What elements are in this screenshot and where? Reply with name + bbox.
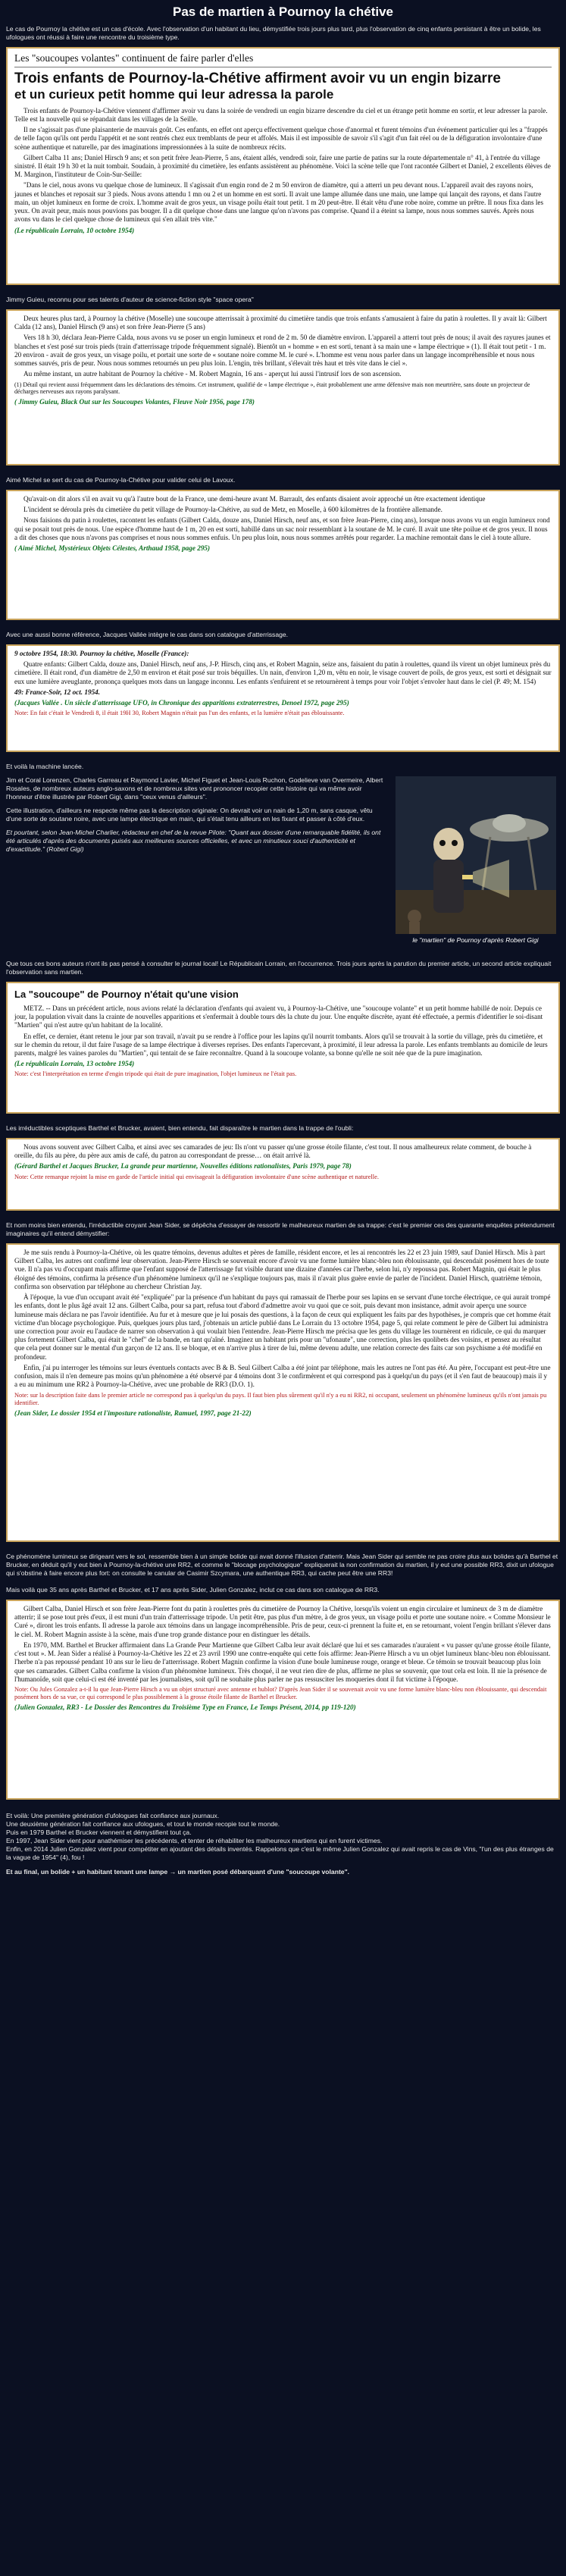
article-paragraph: Trois enfants de Pournoy-la-Chétive viennent d'affirmer avoir vu dans la soirée de vendredi un engin bizarre descendre du ciel et un étrange petit homme en sortir, et leur adresser la parole. Telle est la nouvelle qui se répandait dans les villages de la Seille.	[14, 106, 548, 123]
note: Note: En fait c'était le Vendredi 8, il était 19H 30, Robert Magnin n'était pas l'un des enfants, et la lumière n'était pas éblouissante.	[14, 710, 345, 717]
source-citation: (Le républicain Lorrain, 13 octobre 1954)	[14, 1060, 135, 1068]
article-paragraph: Nous avons souvent avec Gilbert Calba, et ainsi avec ses camarades de jeu: Ils n'ont vu passer qu'une grosse étoile filante, c'est tout. Il nous amalheureux relate comment, de bouche à oreille, du fils au père, du père aux amis de café, du patron au correspondant de presse… on était arrivé là.	[14, 1143, 532, 1160]
article-paragraph: Qu'avait-on dit alors s'il en avait vu qu'à l'autre bout de la France, une demi-heure avant M. Barrault, des enfants disaient avoir approché un être exactement identique	[23, 495, 486, 503]
article-paragraph: 9 octobre 1954, 18:30. Pournoy la chétive, Moselle (France):	[14, 650, 189, 657]
conclusion-line: En 1997, Jean Sider vient pour anathémiser les précédents, et tenter de réhabiliter les malheureux martiens qui en furent victimes.	[6, 1837, 383, 1844]
article-paragraph: Deux heures plus tard, à Pournoy la chétive (Moselle) une soucoupe atterrissait à proximité du cimetière tandis que trois enfants s'amusaient à faire du patin à roulettes. Il y avait là: Gilbert Calda (12 ans), Daniel Hirsch (9 ans) et son frère Jean-Pierre (5 ans)	[14, 315, 547, 331]
conclusion-line: Une deuxième génération fait confiance aux ufologues, et tout le monde recopie tout le monde.	[6, 1820, 280, 1828]
article-subhead: et un curieux petit homme qui leur adressa la parole	[14, 86, 334, 102]
illustration-paragraph: Et pourtant, selon Jean-Michel Charlier, rédacteur en chef de la revue Pilote: "Quant aux dossier d'une remarquable fidélité, ils ont été articulés d'après des documents puisés aux meilleures sources officielles, et avec un minutieux souci d'authenticité et d'exactitude." (Robert Gigi)	[6, 829, 381, 853]
illustration-paragraph: Jim et Coral Lorenzen, Charles Garreau et Raymond Lavier, Michel Figuet et Jean-Louis Ruchon, Godelieve van Overmeire, Albert Rosales, de nombreux auteurs anglo-saxons et de nombreux sites vont prononcer recopier cette histoire qui va même avoir l'honneur d'être illustrée par Robert Gigi, dans "ceux venus d'ailleurs".	[6, 776, 383, 801]
narration-barthel: Les irréductibles sceptiques Barthel et Brucker, avaient, bien entendu, fait disparaître le martien dans la trappe de l'oubli:	[6, 1124, 354, 1132]
article-paragraph: En effet, ce dernier, étant retenu le jour par son travail, n'avait pu se rendre à l'office pour les lapins qu'il nourrit tombants. Alors qu'il se trouvait à la sortie du village, près du cimetière, et sur le chemin du retour, il dut faire l'usage de sa lampe électrique à diverses reprises. Des enfants l'apercevant, à proximité, il leur adressa la parole. Les enfants tremblants au domicile de leurs parents, malgré les vaines paroles du "Martien", qui tentait de se faire reconnaître. Quand à la soucoupe volante, sa bonne qu'elle ne soit née que de la pure imagination.	[14, 1032, 548, 1057]
illustration-figure	[391, 776, 560, 952]
article-michel	[6, 490, 560, 620]
source-citation: (Jean Sider, Le dossier 1954 et l'imposture rationaliste, Ramuel, 1997, page 21-22)	[14, 1409, 252, 1417]
conclusion-line: Et voilà: Une première génération d'ufologues fait confiance aux journaux.	[6, 1812, 220, 1819]
narration-guieu: Jimmy Guieu, reconnu pour ses talents d'auteur de science-fiction style "space opera"	[6, 296, 254, 303]
article-kicker: Les "soucoupes volantes" continuent de faire parler d'elles	[14, 52, 254, 64]
martian-eye	[452, 840, 458, 846]
intro-text: Le cas de Pournoy la chétive est un cas d'école. Avec l'observation d'un habitant du lieu, démystifiée trois jours plus tard, plus l'observation de cinq enfants persistant à être un bolide, les ufologues ont réussi à faire une rencontre du troisième type.	[6, 25, 541, 41]
article-paragraph: Au même instant, un autre habitant de Pournoy la chétive - M. Robert Magnin, 16 ans - aperçut lui aussi l'intrusif lors de son ascension.	[23, 370, 402, 378]
article-sider	[6, 1243, 560, 1542]
martian-eye	[439, 840, 446, 846]
article-guieu	[6, 309, 560, 465]
article-paragraph: Nous faisions du patin à roulettes, racontent les enfants (Gilbert Calda, douze ans, Daniel Hirsch, neuf ans, et son frère Jean-Pierre, cinq ans), lorsque nous avons vu un engin lumineux rond qui se posait tout près de nous. Une espèce d'homme haut de 1 m, 20 en est sorti, habillé dans un sac noir ressemblant à la soutane de M. le curé. Il avait une tête poilue et de gros yeux. Il nous a dit des choses que nous n'avons pas comprises et nous nous sommes enfuis. Un peu plus loin, nous nous sommes arrêtés pour regarder. La machine remontait dans le ciel à toute allure.	[14, 516, 550, 541]
article-paragraph: 49: France-Soir, 12 oct. 1954.	[14, 688, 101, 696]
article-paragraph: Gilbert Calba 11 ans; Daniel Hirsch 9 ans; et son petit frère Jean-Pierre, 5 ans, étaient allés, vendredi soir, faire une partie de patins sur la route départementale n° 41, à l'entrée du village sinistré. Il était 19 h 30 et la nuit tombait. Soudain, à proximité du cimetière, les enfants assistèrent au phénomène. Voici la scène telle que l'ont racontée Gilbert et Daniel, 2 excellents élèves de M. Marginon, l'instituteur de Coin-Sur-Seille:	[14, 153, 551, 179]
narration-lorrain: Que tous ces bons auteurs n'ont ils pas pensé à consulter le journal local! Le Républicain Lorrain, en l'occurrence. Trois jours après la parution du premier article, un second article expliquait l'observation sans martien.	[6, 960, 552, 976]
source-citation: (Gérard Barthel et Jacques Brucker, La grande peur martienne, Nouvelles éditions rationalistes, Paris 1979, page 78)	[14, 1162, 352, 1170]
source-citation: (Le républicain Lorrain, 10 octobre 1954)	[14, 226, 135, 234]
article-vallee	[6, 644, 560, 752]
conclusion-line: Enfin, en 2014 Julien Gonzalez vient pour compétiter en ajoutant des détails inventés. Rappelons que c'est le même Julien Gonzalez qui avait repris le cas de Vins, "l'un des plus étranges de la vague de 1954" (4), fou !	[6, 1845, 554, 1861]
article-paragraph: Quatre enfants: Gilbert Calda, douze ans, Daniel Hirsch, neuf ans, J-P. Hirsch, cinq ans, et Robert Magnin, seize ans, faisaient du patin à roulettes, quand ils virent un objet lumineux près du cimetière. Il était rond, d'un diamètre de 2,50 m environ et était posé sur trois béquilles. Un nain, d'environ 1,20 m, vêtu en noir, le visage couvert de poils, de gros yeux, est sorti et désignait sur eux une lumière aveuglante, prononça quelques mots dans un langage inconnu. Les enfants s'enfuirent et se retournèrent à temps pour voir l'objet s'envoler haut dans le ciel (P. 49; M. 154)	[14, 660, 552, 685]
article-paragraph: Enfin, j'ai pu interroger les témoins sur leurs éventuels contacts avec B & B. Seul Gilbert Calba a été joint par téléphone, mais les autres ne l'ont pas été. Au père, l'occupant est peut-être une confusion, mais il n'en demeure pas moins qu'un phénomène a été observé par 4 témoins dont 3 le confirmèrent et qui correspond pas à quelqu'un du pays (et il s'en faut de beaucoup) mais il y a eu au minimum une RR2 à Pournoy-la-Chétive, avec une probable de RR3 (D.O. 1).	[14, 1363, 551, 1389]
article-paragraph: Gilbert Calba, Daniel Hirsch et son frère Jean-Pierre font du patin à roulettes près du cimetière de Pournoy la Chétive, lorsqu'ils voient un engin circulaire et lumineux de 3 m de diamètre atterrir; il se pose tout près d'eux, il est muni d'un train d'atterrissage tripode. Un petit être, pas plus d'un mètre, à de gros yeux, un visage poilu et porte une soutane noire. « Comme Monsieur le Curé », diront les trois enfants. Il adresse la parole aux témoins dans un langage incompréhensible. Pris de peur, ceux-ci prennent la fuite et, en se retournant, voient l'engin brillant s'élever dans le ciel. M. Robert Magnin assiste à la scène, mais d'une trop grande distance pour en distinguer les détails.	[14, 1605, 551, 1638]
article-paragraph: Vers 18 h 30, déclara Jean-Pierre Calda, nous avons vu se poser un engin lumineux et rond de 2 m. 50 de diamètre environ. L'appareil a atterri tout près de nous; il avait des rayures jaunes et blanches et s'est posé sur trois pieds (train d'atterrissage tripode fréquemment signalé). Bientôt un « homme » en est sorti, tenant à sa main une « lampe électrique » (1). Il était tout petit - 1 m. 20 environ - avait de gros yeux, un visage poilu, et portait une sorte de « soutane noire comme M. le curé ». L'homme est venu nous parler dans un langage incompréhensible et nous nous sommes sauvés, pris de peur. Nous nous sommes retournés un peu plus loin. L'engin, très brillant, s'élevait très haut et très vite dans le ciel ».	[14, 334, 551, 368]
article-paragraph: Je me suis rendu à Pournoy-la-Chétive, où les quatre témoins, devenus adultes et pères de famille, résident encore, et les ai rencontrés les 22 et 23 juin 1989, sauf Daniel Hirsch. Mis à part Gilbert Calba, les autres ont confirmé leur observation. Jean-Pierre Hirsch se souvenait encore d'avoir vu une forme lumière blanc-bleu non éblouissante, qui descendait posément hors de toute vue. Il n'a pas vu d'occupant mais affirme que l'enfant supposé de l'atterrissage fut visible durant une dizaine d'années car l'herbe, selon lui, n'y repoussa pas. Robert Magnin, qui était le plus éloigné des témoins, confirma la présence d'un phénomène lumineux qu'il ne s'explique toujours pas, mais il n'avait plus guère envie de parler de l'incident. Daniel Hirsch, quatrième témoin, confirma son observation par téléphone au chercheur Christian Jay.	[14, 1249, 549, 1290]
martian-head	[433, 828, 464, 861]
final-line: Et au final, un bolide + un habitant tenant une lampe → un martien posé débarquant d'une "soucoupe volante".	[6, 1868, 350, 1876]
source-citation: (Julien Gonzalez, RR3 - Le Dossier des Rencontres du Troisième Type en France, Le Temps Présent, 2014, pp 119-120)	[14, 1703, 356, 1712]
note: Note: c'est l'interprétation en terme d'engin tripode qui était de pure imagination, l'objet lumineux ne l'était pas.	[14, 1070, 297, 1078]
source-citation: (Jacques Vallée . Un siècle d'atterrissage UFO, in Chronique des apparitions extraterrestres, Denoel 1972, page 295)	[14, 699, 349, 707]
conclusion	[0, 1803, 566, 1879]
narration-image: Et voilà la machine lancée.	[6, 763, 84, 770]
page-title: Pas de martien à Pournoy la chétive	[172, 5, 393, 19]
child-silhouette	[408, 910, 421, 923]
article-barthel-brucker	[6, 1138, 560, 1211]
illustration-text	[6, 776, 385, 952]
illustration-caption: le "martien" de Pournoy d'après Robert Gigi	[412, 936, 539, 944]
article-republicain-10-oct	[6, 47, 560, 285]
note: Note: sur la description faite dans le premier article ne correspond pas à quelqu'un du pays. Il faut bien plus sûrement qu'il n'y a eu ni RR2, ni occupant, seulement un phénomène lumineux qu'ils n'ont jamais pu identifier.	[14, 1391, 547, 1406]
narration-phenomenon: Ce phénomène lumineux se dirigeant vers le sol, ressemble bien à un simple bolide qui avait donné l'illusion d'atterrir. Mais Jean Sider qui semble ne pas croire plus aux bolides qu'à Barthel et Brucker, en déduit qu'il y eut bien à Pournoy-la-chétive une RR2, et comme le "blocage psychologique" expliquerait la non confirmation du martien, il y eut une possible RR3, dixit un ufologue qui s'obstine à faire encore plus fort: on consulte le canular de Casimir Szcymara, une authentique RR3, qui cache peut être une RR3!	[6, 1553, 558, 1577]
narration-vallee: Avec une aussi bonne référence, Jacques Vallée intègre le cas dans son catalogue d'atterrissage.	[6, 631, 289, 638]
narration-michel: Aimé Michel se sert du cas de Pournoy-la-Chétive pour valider celui de Lavoux.	[6, 476, 236, 484]
article-paragraph: METZ. -- Dans un précédent article, nous avions relaté la déclaration d'enfants qui avaient vu, à Pournoy-la-Chétive, une "soucoupe volante" et un petit homme habillé de noir. Depuis ce jour, la population vivait dans la crainte de nouvelles apparitions et s'enfermait à double tours dès la chute du jour. Une enquête discrète, ayant été effectuée, a permis d'identifier le soi-disant "Martien" qui n'est autre qu'un habitant de la localité.	[14, 1004, 543, 1029]
article-paragraph: En 1970, MM. Barthel et Brucker affirmaient dans La Grande Peur Martienne que Gilbert Calba leur avait déclaré que lui et ses camarades n'auraient « vu passer qu'une grosse étoile filante, c'est tout ». M. Jean Sider a réalisé à Pournoy-la-Chétive les 22 et 23 avril 1990 une contre-enquête qui cette fois affirme: Jean-Pierre Hirsch a vu un objet lumineux blanc-bleu non éblouissant. l'herbe n'a pas repoussé pendant 10 ans sur le lieu de l'atterrissage. Robert Magnin confirme la vision d'une boule lumineuse rouge, orange et bleue. Ce témoin se trouvait beaucoup plus loin que ses camarades. Gilbert Calba confirme la vision d'un phénomène lumineux. Très choqué, il ne veut rien dire de plus, affirme ne plus se souvenir, que tout cela est loin. Il nie la présence de l'humanoïde, soit que celui-ci est été inventé par les journalistes, soit qu'il ne souhaite plus parler ne pas ressusciter les moqueries dont il fut victime à l'époque.	[14, 1641, 551, 1683]
article-paragraph: À l'époque, la vue d'un occupant avait été "expliquée" par la présence d'un habitant du pays qui ramassait de l'herbe pour ses lapins en se servant d'une torche électrique, ce qui aurait trompé les enfants, dont le plus âgé avait 12 ans. Gilbert Calba, pour sa part, refusa tout d'abord d'admettre avoir vu quoi que ce soit, puis devant mon insistance, admit avoir aperçu une source lumineuse mais déclara ne pas l'avoir identifiée. Au fur et à mesure que je lui posais des questions, à la façon de ceux qui expliquent les faits par des hypothèses, je compris que cet homme était victime d'un blocage psychologique. Puis, quelques jours plus tard, j'obtenais un article publié dans Le Lorrain du 13 octobre 1954, page 5, qui relate comment le père de Gilbert lui administra une correction pour avoir eu l'audace de narrer son observation à qui voulait bien l'entendre. Jean-Pierre Hirsch me précisa que les gens du village les tournèrent en ridicule, ce qui du marquer plus fortement Gilbert Calba, qui était le "chef" de la bande, en tant qu'aîné. Imaginez un habitant pris pour un "ufonaute", une correction, plus les quolibets des voisins, et pensez au résultat que cela peut donner sur le mental d'un garçon de 12 ans. Il se bloque, et en n'arrive plus à tirer de lui, même devenu adulte, une relation correcte des faits car son psychisme a été modifié en profondeur.	[14, 1293, 551, 1361]
saucer-dome	[493, 814, 526, 832]
note: Note: Cette remarque rejoint la mise en garde de l'article initial qui envisageait la défiguration involontaire d'une scène authentique et naturelle.	[14, 1173, 379, 1180]
article-headline: Trois enfants de Pournoy-la-Chétive affirment avoir vu un engin bizarre	[14, 71, 501, 87]
source-citation: ( Jimmy Guieu, Black Out sur les Soucoupes Volantes, Fleuve Noir 1956, page 178)	[14, 398, 255, 406]
martian-body	[433, 860, 464, 913]
lamp	[462, 875, 473, 879]
footnote: (1) Détail qui revient aussi fréquemment dans les déclarations des témoins. Cet instrument, qualifié de « lampe électrique », était probablement une arme défensive mais non meurtrière, sans doute un projecteur de décharges nerveuses aux rayons paralysant.	[14, 381, 530, 396]
conclusion-line: Puis en 1979 Barthel et Brucker viennent et démystifient tout ça.	[6, 1829, 192, 1836]
source-citation: ( Aimé Michel, Mystérieux Objets Célestes, Arthaud 1958, page 295)	[14, 544, 211, 553]
article-headline: La "soucoupe" de Pournoy n'était qu'une vision	[14, 989, 239, 1000]
illustration-paragraph: Cette illustration, d'ailleurs ne respecte même pas la description originale: On devrait voir un nain de 1,20 m, sans casque, vêtu d'une sorte de soutane noire, avec une lampe électrique en main, qui s'était tenu ailleurs en les fixant et passer à côté d'eux.	[6, 807, 373, 823]
article-paragraph: L'incident se déroula près du cimetière du petit village de Pournoy-la-Chétive, au sud de Metz, en Moselle, à 600 kilomètres de la frontière allemande.	[23, 506, 442, 514]
article-paragraph: "Dans le ciel, nous avons vu quelque chose de lumineux. Il s'agissait d'un engin rond de 2 m 50 environ de diamètre, qui a atterri un peu devant nous. L'appareil avait des rayons noirs, jaunes et blanches et reposait sur 3 pieds. Nous avons attendu 1 mn ou 2 et un homme en est sorti. Il avait une lampe allumée dans une main, une lampe qui lançait des rayons, et dans l'autre main, un objet lumineux en forme de croix. L'homme avait de gros yeux, un visage poilu était tout petit. 1 m 20 peut-être. Il était vêtu d'une robe noire, comme un prêtre. Il nous fixa dans les yeux. On avait peur, mais nous pouvions pas bouger. Il a dit quelque chose dans une langue qu'on n'avons pas comprise. Quand il a éteint sa lampe, nous nous sommes sauvés. Après nous avons vu dans le ciel quelque chose de lumineux qui s'en allait très vite."	[14, 181, 544, 224]
note: Note: Ou Jules Gonzalez a-t-il lu que Jean-Pierre Hirsch a vu un objet structuré avec antenne et hublot? D'après Jean Sider il se souvenait avoir vu une forme lumière blanc-bleu non éblouissante, qui descendait posément hors de sa vue, ce qui correspond le plus possiblement à la grosse étoile filante de Barthel et Brucker.	[14, 1685, 547, 1701]
martian-illustration	[396, 776, 556, 934]
article-paragraph: Il ne s'agissait pas d'une plaisanterie de mauvais goût. Ces enfants, en effet ont aperçu effectivement quelque chose d'anormal et furent témoins d'un événement particulier qui les a "frappés de telle façon qu'ils ont perdu l'appétit et ne sont rentrés chez eux tremblants de peur et affolés. Mais il est impossible de savoir s'il s'agit d'un fait réel ou de la défiguration involontaire d'une scène authentique et naturelle, par des imaginations impressionnées à la suite de nombreux récits.	[14, 126, 548, 151]
child-silhouette	[409, 922, 420, 934]
narration-sider: Et nom moins bien entendu, l'irréductible croyant Jean Sider, se dépêcha d'essayer de ressortir le malheureux martien de sa trappe: c'est le premier ces des quarante enquêtes prétendument imaginaires qu'il entend démystifier:	[6, 1221, 555, 1237]
article-gonzalez	[6, 1600, 560, 1800]
illustration-section	[0, 773, 566, 955]
article-republicain-13-oct	[6, 982, 560, 1114]
narration-gonzalez: Mais voilà que 35 ans après Barthel et Brucker, et 17 ans après Sider, Julien Gonzalez, inclut ce cas dans son catalogue de RR3.	[6, 1586, 380, 1594]
